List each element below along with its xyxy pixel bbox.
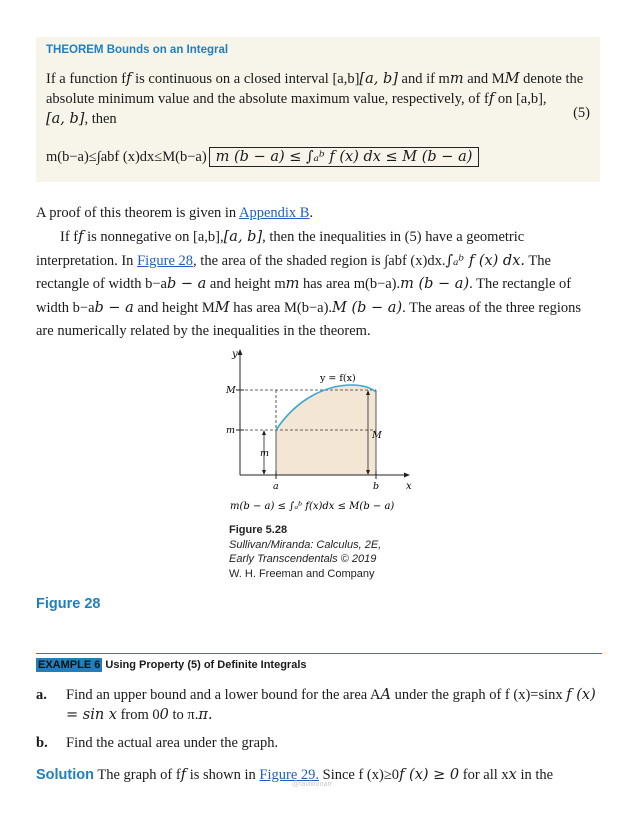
example-heading: EXAMPLE 6 Using Property (5) of Definite Integrals [38, 659, 307, 671]
y-axis-arrow [238, 349, 243, 355]
solution-label: Solution [36, 767, 94, 783]
y-axis-label: y [232, 349, 238, 360]
equation-number: (5) [573, 105, 590, 121]
example-part-b: b. Find the actual area under the graph. [36, 735, 279, 751]
tick-label-a: a [273, 481, 279, 492]
x-axis-label: x [406, 481, 412, 492]
figure-inequality: m(b − a) ≤ ∫ₐᵇ f(x)dx ≤ M(b − a) [230, 501, 395, 512]
theorem-heading: THEOREM Bounds on an Integral [46, 44, 229, 56]
tick-label-b: b [373, 481, 380, 492]
tick-label-m: m [226, 425, 236, 436]
figure-28-link[interactable]: Figure 28 [137, 252, 194, 269]
x-axis-arrow [404, 473, 410, 478]
solution-paragraph: Solution The graph of ff is shown in Figure 29. Since f (x)≥0f (x) ≥ 0 for all xx in the [36, 767, 554, 783]
boxed-equation: m (b − a) ≤ ∫ₐᵇ f (x) dx ≤ M (b − a) [209, 147, 480, 167]
paragraph-interpretation: If ff is nonnegative on [a,b],[a, b], then the inequalities in (5) have a geometric interpretation. In Figure 28, the area of the shaded region is ∫abf (x)dx.∫ₐᵇ f (x) dx. The rectangle of width b−ab − a and height mm has area m(b−a).m (b − a). The rectangle of width b−ab − a and height MM has area M(b−a).M (b − a). The areas of the three regions are numerically related by the inequalities in the theorem. [36, 229, 582, 339]
paragraph-proof: A proof of this theorem is given in Appendix B. [36, 205, 314, 221]
tick-label-M: M [226, 385, 236, 396]
appendix-b-link[interactable]: Appendix B [238, 205, 310, 221]
height-label-m: m [260, 448, 270, 459]
example-part-a: a. Find an upper bound and a lower bound for the area AA under the graph of f (x)=sinx f (x) = sin x from 00 to π.π. [36, 687, 596, 723]
figure-29-link[interactable]: Figure 29. [259, 767, 320, 783]
example-badge: EXAMPLE 6 [38, 659, 101, 671]
theorem-box [36, 37, 600, 182]
theorem-equation: m(b−a)≤∫abf (x)dx≤M(b−a) m (b − a) ≤ ∫ₐᵇ f (x) dx ≤ M (b − a) [46, 147, 479, 167]
watermark: @ravikumarr [292, 781, 333, 788]
height-label-M: M [372, 430, 382, 441]
figure-caption: Figure 5.28 Sullivan/Miranda: Calculus, 2E, Early Transcendentals © 2019 W. H. Freeman and Company [229, 524, 382, 580]
theorem-statement: If a function ff is continuous on a closed interval [a,b][a, b] and if mm and MM denote the absolute minimum value and the absolute maximum value, respectively, of ff on [a,b], [a, b], then [46, 71, 584, 127]
figure-28-label: Figure 28 [36, 596, 101, 612]
curve-label: y = f(x) [320, 373, 356, 384]
divider [36, 653, 602, 654]
